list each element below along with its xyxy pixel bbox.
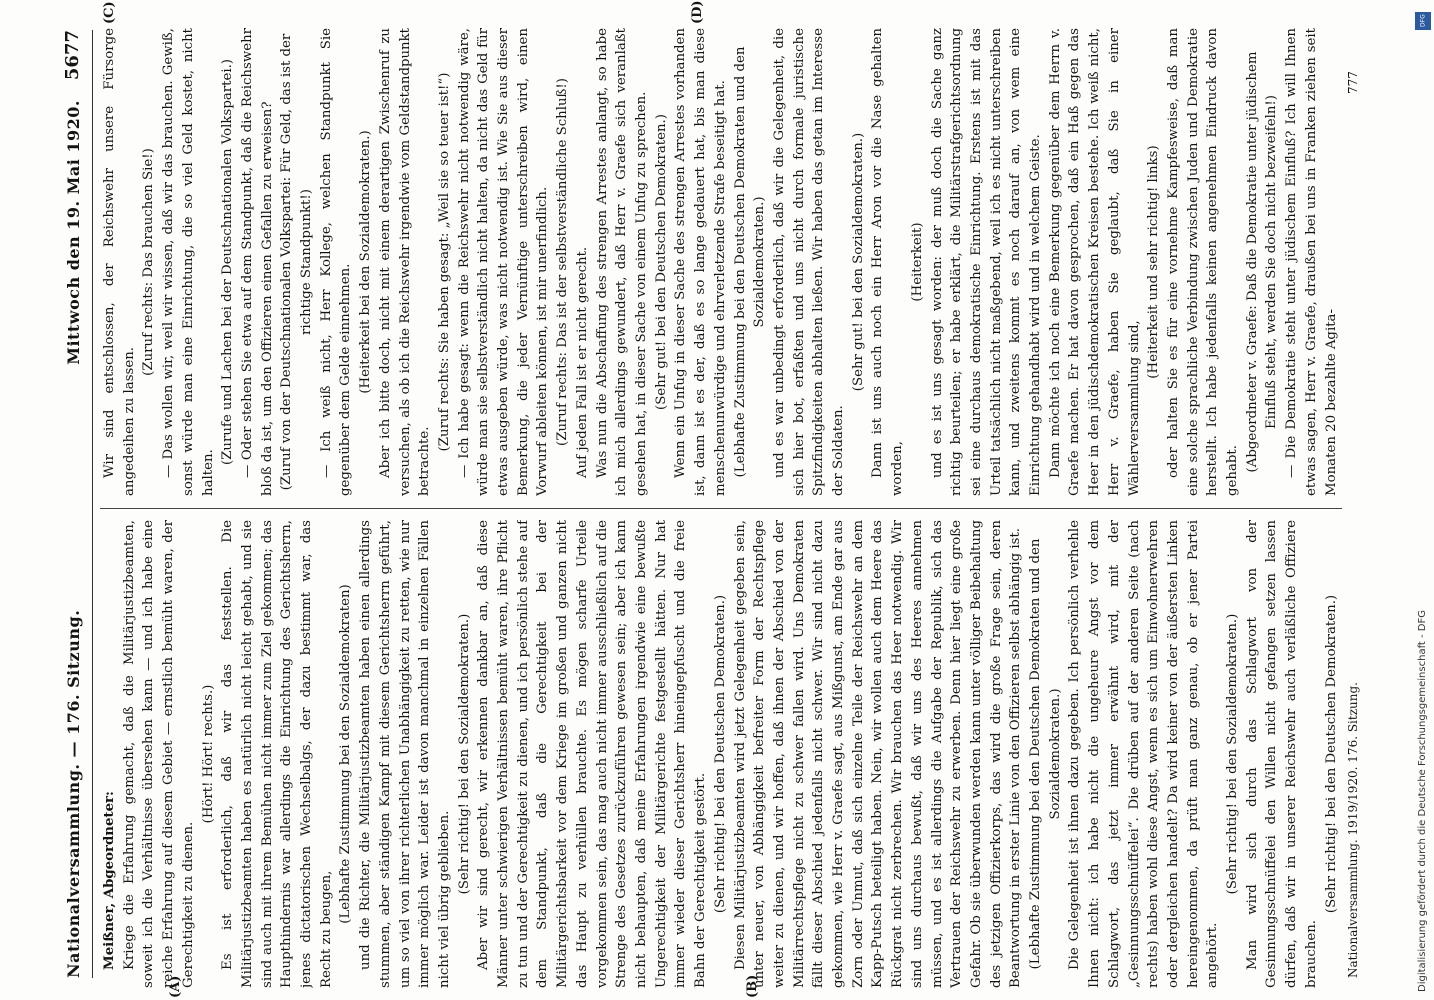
interjection: (Sehr richtig! bei den Deutschen Demokraten.) <box>1323 594 1339 914</box>
paragraph: Die Gelegenheit ist ihnen dazu gegeben. Ich persönlich verhehle Ihnen nicht: ich habe nicht die ungeheure Angst vor dem Schlagwort, das jetzt immer erwähnt wird, mit der „Gesinnungsschnüffelei“. Die drüben auf der anderen Seite (nach rechts) haben wohl diese Angst, wenn es sich um Einwohnerwehren oder dergleichen handelt? Da wird keiner von der äußersten Linken hereingenommen, da prüft man ganz genau, ob er jener Partei angehört. <box>1067 520 1221 988</box>
paragraph: Kriege die Erfahrung gemacht, daß die Militärjustizbeamten, soweit ich die Verhältnisse übersehen kann — und ich habe eine reiche Erfahrung auf diesem Gebiet — ernstlich bemüht waren, der Gerechtigkeit zu dienen. <box>121 520 196 988</box>
interjection: (Zuruf rechts: Das brauchen Sie!) <box>141 148 157 376</box>
interjection: (Heiterkeit bei den Sozialdemokraten.) <box>358 130 374 394</box>
interjection: (Heiterkeit) <box>909 222 925 302</box>
interjection: (Sehr richtig! bei den Sozialdemokraten.) <box>1225 613 1241 895</box>
interjection: (Sehr richtig! bei den Deutschen Demokraten.) <box>712 594 728 914</box>
interjection: (Sehr gut! bei den Deutschen Demokraten.) <box>653 114 669 410</box>
paragraph: Meißner, Abgeordneter: <box>102 791 117 970</box>
paragraph: — Oder stehen Sie etwa auf dem Standpunkt, daß die Reichswehr bloß da ist, um den Offizieren einen Gefallen zu erweisen? <box>239 28 275 496</box>
paragraph: Was nun die Abschaffung des strengen Arrestes anlangt, so habe ich mich allerdings gewundert, daß Herr v. Graefe sich veranlaßt gesehen hat, in dieser Sache von einem Unfug zu sprechen. <box>594 28 649 496</box>
interjection: (Lebhafte Zustimmung bei den Sozialdemokraten) <box>338 584 354 924</box>
paragraph: — Ich habe gesagt: wenn die Reichswehr nicht notwendig wäre, würde man sie selbstverständlich nicht halten, da nicht das Geld für etwas ausgeben würde, was nicht notwendig ist. Wie Sie aus dieser Bemerkung, die jeder Vernünftige unterschreiben wird, einen Vorwurf ableiten können, ist mir unerfindlich. <box>456 28 551 496</box>
paragraph: Auf jeden Fall ist er nicht gerecht. <box>574 246 590 478</box>
margin-mark-b: (B) <box>745 974 760 998</box>
paragraph <box>1341 520 1342 988</box>
paragraph: Wir sind entschlossen, der Reichswehr unsere Fürsorge angedeihen zu lassen. <box>102 28 137 496</box>
interjection: (Sehr gut! bei den Sozialdemokraten.) <box>850 132 866 392</box>
paragraph: Dann ist uns auch noch ein Herr Aron vor die Nase gehalten worden, <box>870 28 906 496</box>
digitization-strip <box>1414 6 1432 994</box>
margin-mark-a: (A) <box>168 975 183 998</box>
interjection: (Zuruf von der Deutschnationalen Volkspartei: Für Geld, das ist der richtige Standpunkt!) <box>279 33 315 491</box>
interjection: (Sehr richtig! bei den Sozialdemokraten.) <box>456 613 472 895</box>
dfg-logo: DFG <box>1415 12 1431 30</box>
paragraph: — Ich weiß nicht, Herr Kollege, welchen Standpunkt Sie gegenüber dem Gelde einnehmen. <box>318 28 354 496</box>
paragraph: Wenn ein Unfug in dieser Sache des strengen Arrestes vorhanden ist, dann ist es der, daß es so lange gedauert hat, bis man diese menschenunwürdige und ehrverletzende Strafe beseitigt hat. <box>673 28 728 496</box>
paragraph: — Die Demokratie steht unter jüdischem Einfluß? Ich will Ihnen etwas sagen, Herr v. Graefe, draußen bei uns in Franken ziehen seit Monaten 20 bezahlte Agita- <box>1284 28 1339 496</box>
page-header <box>58 30 93 978</box>
header-date: Mittwoch den 19. Mai 1920. <box>64 100 83 365</box>
paragraph: Man wird sich durch das Schlagwort von der Gesinnungsschnüffelei den Willen nicht gefangen setzen lassen dürfen, daß wir in unserer Reichswehr auch verläßliche Offiziere brauchen. <box>1244 520 1319 988</box>
header-title: Nationalversammlung. — 176. Sitzung. <box>64 609 83 978</box>
footer-sheet-number: 777 <box>1346 71 1360 94</box>
paragraph: und es ist uns gesagt worden: der muß doch die Sache ganz richtig beurteilen; er habe erklärt, die Militärstrafgerichtsordnung sei eine durchaus demokratische Einrichtung. Erstens ist mit das Urteil tatsächlich nicht maßgebend, weil ich es nicht unterschreiben kann, und zweitens kommt es noch darauf an, von wem eine Einrichtung gehandhabt wird und in welchem Geiste. <box>929 28 1044 496</box>
paragraph: Es ist erforderlich, daß wir das feststellen. Die Militärjustizbeamten haben es natürlich nicht leicht gehabt, und sie sind auch mit ihrem Bemühen nicht immer zum Ziel gekommen; das Haupthindernis war allerdings die Einrichtung des Gerichtsherrn, jenes dictatorischen Wechselbalgs, der dazu bestimmt war, das Recht zu beugen, <box>220 520 334 988</box>
paragraph: — Das wollen wir, weil wir wissen, daß wir das brauchen. Gewiß, sonst würde man eine Einrichtung, die so viel Geld kostet, nicht halten. <box>161 28 216 496</box>
margin-mark-c: (C) <box>102 1 117 24</box>
paragraph: und es war unbedingt erforderlich, daß wir die Gelegenheit, die sich hier bot, erfaßten und uns nicht durch formale juristische Spitzfindigkeiten abhalten ließen. Wir haben das getan im Interesse der Soldaten. <box>771 28 847 496</box>
interjection: (Heiterkeit und sehr richtig! links) <box>1146 145 1162 379</box>
margin-mark-d: (D) <box>690 0 705 24</box>
text-column-left <box>100 520 1342 988</box>
footer-label: Nationalversammlung. 1919/1920. 176. Sitzung. <box>1346 682 1360 978</box>
paragraph: oder halten Sie es für eine vornehme Kampfesweise, daß man eine solche sprachliche Verbindung zwischen Juden und Demokratie herstellt. Ich habe jedenfalls keinen angenehmen Eindruck davon gehabt. <box>1165 28 1241 496</box>
digitization-note: Digitalisierung gefördert durch die Deutsche Forschungsgemeinschaft - DFG <box>1417 609 1428 992</box>
text-column-right <box>100 28 1342 496</box>
interjection: (Lebhafte Zustimmung bei den Deutschen Demokraten und den Sozialdemokraten.) <box>1028 538 1063 970</box>
paragraph: und die Richter, die Militärjustizbeamten haben einen allerdings stummen, aber ständigen Kampf mit diesem Gerichtsherrn geführt, um so viel von ihrer richterlichen Unabhängigkeit zu retten, wie nur immer möglich war. Leider ist davon manchmal in einzelnen Fällen nicht viel übrig geblieben. <box>358 520 452 988</box>
page-number: 5677 <box>62 30 83 81</box>
interjection: (Zuruf rechts: Das ist der selbstverständliche Schluß!) <box>555 78 571 446</box>
interjection: (Abgeordneter v. Graefe: Daß die Demokratie unter jüdischem Einfluß steht, werden Sie doch nicht bezweifeln!) <box>1244 51 1280 473</box>
interjection: (Hört! Hört! rechts.) <box>200 684 216 824</box>
column-divider <box>100 508 1342 509</box>
paragraph: Aber wir sind gerecht, wir erkennen dankbar an, daß diese Männer unter schwierigen Verhältnissen bemüht waren, ihre Pflicht zu tun und der Gerechtigkeit zu dienen, und ich persönlich stehe auf dem Standpunkt, daß die Gerechtigkeit bei der Militärgerichtsbarkeit vor dem Kriege im großen und ganzen nicht das Haupt zu verhüllen brauchte. Es mögen scharfe Urteile vorgekommen sein, das mag auch nicht immer ausschließlich auf die Strenge des Gesetzes zurückzuführen gewesen sein; aber ich kann nicht behaupten, daß meine Erfahrungen irgendwie eine bewußte Ungerechtigkeit der Militärgerichte festgestellt hätten. Nur hat immer wieder dieser Gerichtsherr hineingepfuscht und die freie Bahn der Gerechtigkeit gestört. <box>476 520 709 988</box>
interjection: (Zuruf rechts: Sie haben gesagt: „Weil sie so teuer ist!“) <box>436 72 452 452</box>
paragraph: Dann möchte ich noch eine Bemerkung gegenüber dem Herrn v. Graefe machen. Er hat davon gesprochen, daß ein Haß gegen das Heer in den jüdischdemokratischen Kreisen bestehe. Ich weiß nicht, Herr v. Graefe, haben Sie geglaubt, daß Sie in einer Wählerversammlung sind, <box>1047 28 1142 496</box>
paragraph: Diesen Militärjustizbeamten wird jetzt Gelegenheit gegeben sein, unter neuer, von Abhängigkeit befreiter Form der Rechtspflege weiter zu dienen, und wir hoffen, daß ihnen der Abschied von der Militärrechtspflege nicht zu schwer fallen wird. Uns Demokraten fällt dieser Abschied jedenfalls nicht schwer. Wir sind nicht dazu gekommen, wie Herr v. Graefe sagt, aus Mißgunst, am Ende gar aus Zorn oder Unmut, daß sich einzelne Teile der Reichswehr an dem Kapp-Putsch beteiligt haben. Nein, wir wollen auch dem Heere das Rückgrat nicht zerbrechen. Wir brauchen das Heer notwendig. Wir sind uns durchaus bewußt, daß wir uns des Heeres annehmen müssen, und es ist allerdings die Aufgabe der Republik, sich das Vertrauen der Reichswehr zu erwerben. Denn hier liegt eine große Gefahr. Ob sie überwunden werden kann unter völliger Beibehaltung des jetzigen Offizierkorps, das wird die große Frage sein, deren Beantwortung in erster Linie von den Offizieren selbst abhängig ist. <box>732 520 1024 988</box>
interjection: (Zurufe und Lachen bei der Deutschnationalen Volkspartei.) <box>220 59 236 466</box>
interjection: (Lebhafte Zustimmung bei den Deutschen Demokraten und den Sozialdemokraten.) <box>732 46 768 478</box>
paragraph: Aber ich bitte doch, nicht mit einem derartigen Zwischenruf zu versuchen, als ob ich die Reichswehr irgendwie vom Geldstandpunkt betrachte. <box>377 28 433 496</box>
